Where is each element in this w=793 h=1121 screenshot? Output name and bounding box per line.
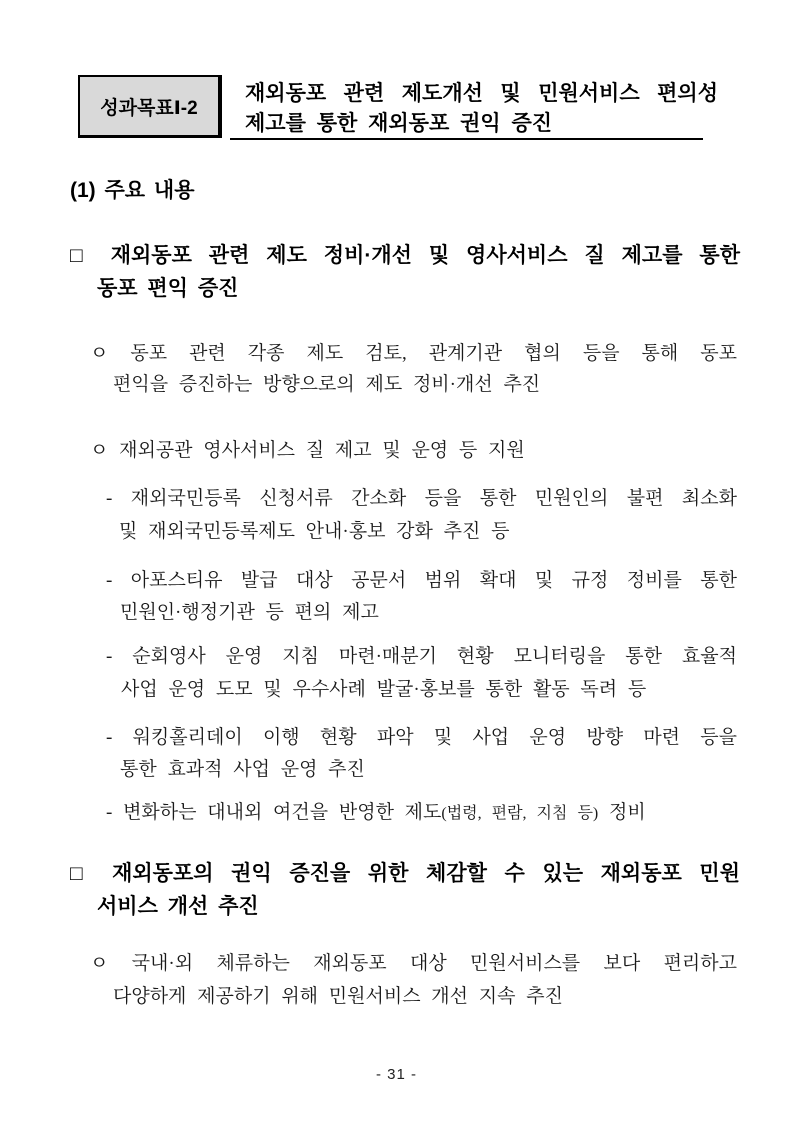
dash-item-3-line-2: 사업 운영 도모 및 우수사례 발굴·홍보를 통한 활동 독려 등 [121,679,647,700]
bullet-item-3-line-2: 다양하게 제공하기 위해 민원서비스 개선 지속 추진 [113,986,563,1007]
bullet-item-1-line-1: ㅇ 동포 관련 각종 제도 검토, 관계기관 협의 등을 통해 동포 [90,343,737,364]
document-title-line-1: 재외동포 관련 제도개선 및 민원서비스 편의성 [245,82,718,105]
document-title-line-2: 제고를 통한 재외동포 권익 증진 [245,112,553,135]
performance-goal-box [78,75,222,138]
heading-block-2-line-1: □ 재외동포의 권익 증진을 위한 체감할 수 있는 재외동포 민원 [70,862,740,885]
dash-item-3-line-1: - 순회영사 운영 지침 마련·매분기 현황 모니터링을 통한 효율적 [106,646,737,667]
dash-item-5-text: - 변화하는 대내외 여건을 반영한 제도 [106,802,442,823]
dash-item-2-line-2: 민원인·행정기관 등 편의 제고 [120,602,379,623]
dash-item-2-line-1: - 아포스티유 발급 대상 공문서 범위 확대 및 규정 정비를 통한 [106,570,737,591]
performance-goal-label: 성과목표Ⅰ-2 [100,97,198,119]
dash-item-5-parenthetical: (법령, 편람, 지침 등) [441,805,599,822]
dash-item-1-line-2: 및 재외국민등록제도 안내·홍보 강화 추진 등 [119,521,510,542]
page-number: - 31 - [375,1066,417,1083]
bullet-item-2-line-1: ㅇ 재외공관 영사서비스 질 제고 및 운영 등 지원 [90,440,525,461]
bullet-item-1-line-2: 편익을 증진하는 방향으로의 제도 정비·개선 추진 [113,374,541,395]
dash-item-1-line-1: - 재외국민등록 신청서류 간소화 등을 통한 민원인의 불편 최소화 [106,488,737,509]
section-heading: (1) 주요 내용 [70,179,195,202]
heading-block-1-line-2: 동포 편익 증진 [97,277,239,300]
dash-item-5-text-end: 정비 [598,802,646,823]
dash-item-4-line-2: 통한 효과적 사업 운영 추진 [120,759,365,780]
heading-block-2-line-2: 서비스 개선 추진 [97,895,259,918]
dash-item-5-line-1 [106,800,646,826]
heading-block-1-line-1: □ 재외동포 관련 제도 정비·개선 및 영사서비스 질 제고를 통한 [70,244,740,267]
dash-item-4-line-1: - 워킹홀리데이 이행 현황 파악 및 사업 운영 방향 마련 등을 [106,727,737,748]
bullet-item-3-line-1: ㅇ 국내·외 체류하는 재외동포 대상 민원서비스를 보다 편리하고 [90,953,737,974]
title-underline [230,138,703,140]
